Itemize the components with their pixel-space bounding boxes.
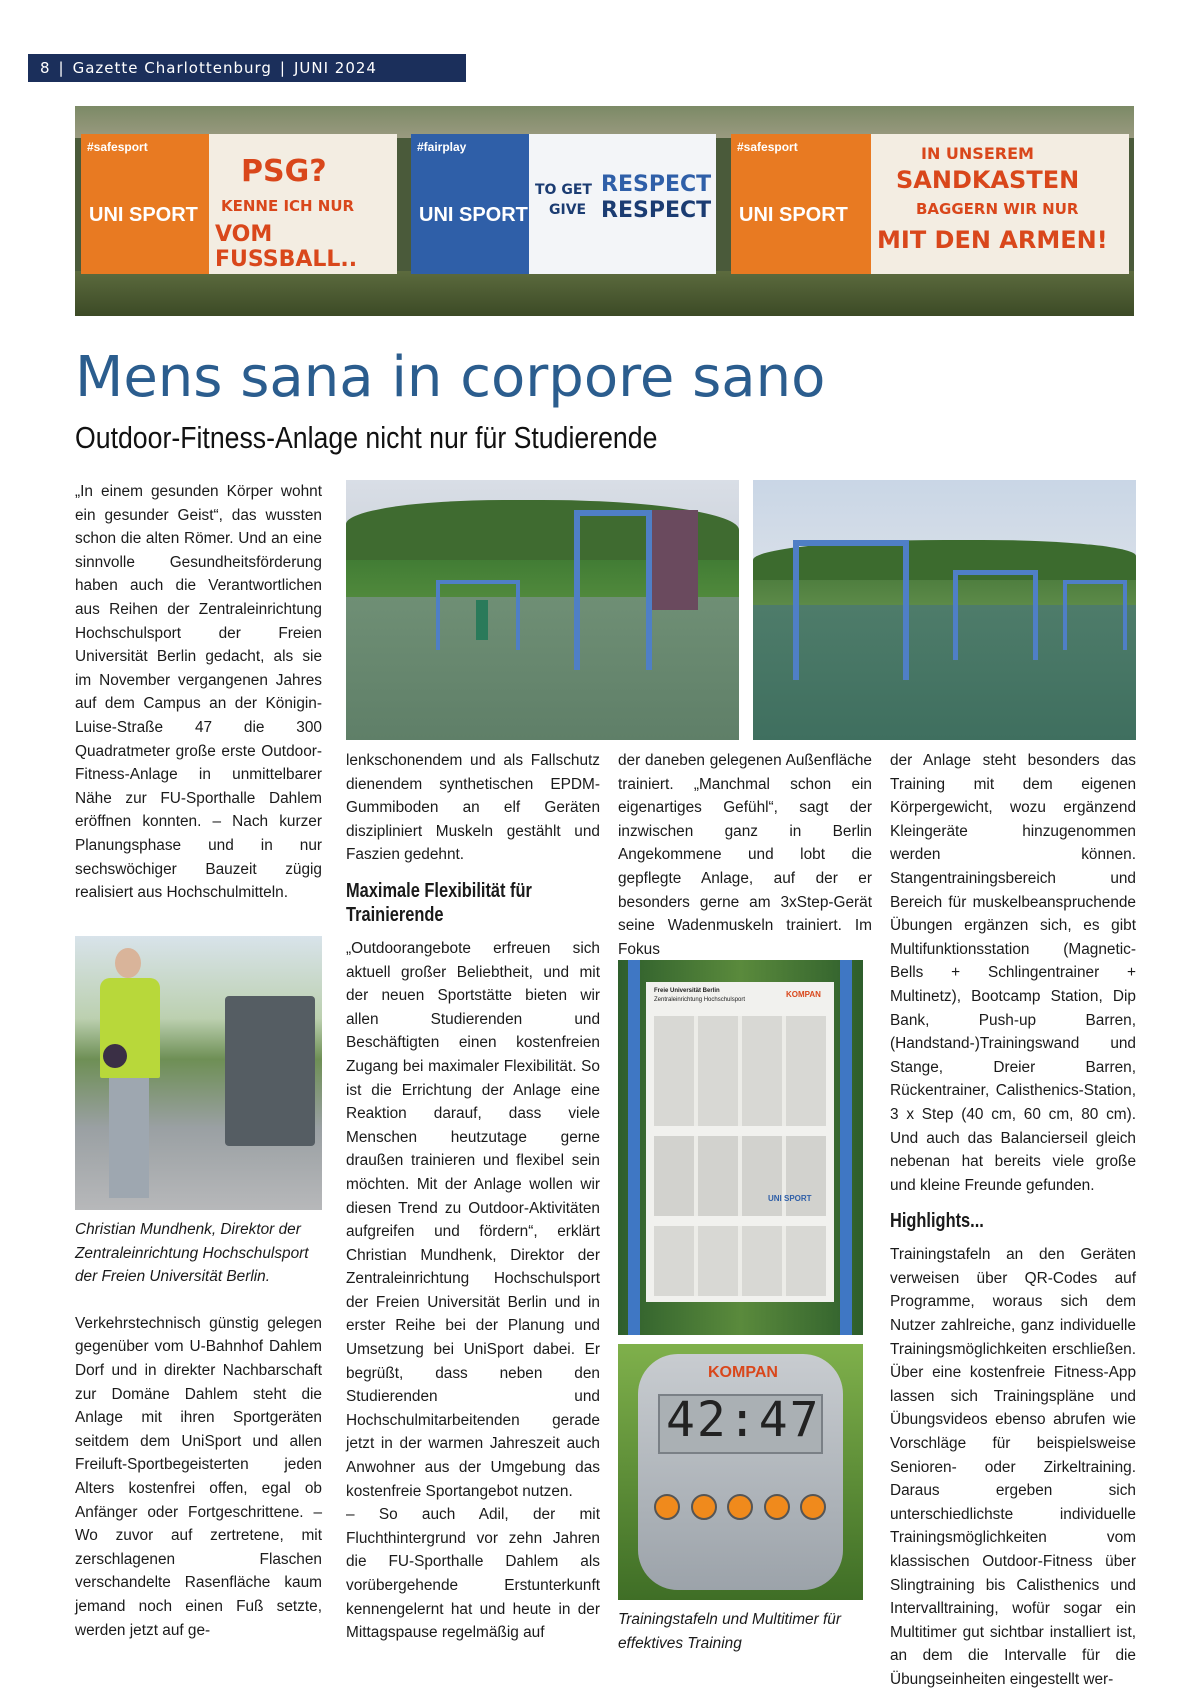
banner-hashtag: #safesport xyxy=(87,140,148,154)
banner-panel-sandkasten xyxy=(731,134,1129,274)
timer-button[interactable] xyxy=(764,1494,790,1520)
article-subheadline: Outdoor-Fitness-Anlage nicht nur für Studierende xyxy=(75,420,658,455)
fitness-park-photo-1 xyxy=(346,480,739,740)
column-1-lower xyxy=(75,1218,322,1642)
banner-line: SANDKASTEN xyxy=(896,166,1080,194)
timer-button[interactable] xyxy=(727,1494,753,1520)
issue-date: JUNI 2024 xyxy=(293,59,377,77)
paragraph: Trainingstafeln an den Geräten verweisen über QR-Codes auf Programme, woraus sich dem Nutzer zahlreiche, ganz individuelle Trainingsmöglichkeiten erschließen. Über eine kostenfreie Fitness-App lassen sich Trainingspläne und Übungsvideos ebenso abrufen wie Vorschläge für beispielsweise Senioren- oder Zirkeltraining. Daraus ergeben sich unterschiedlichste individuelle Trainingsmöglichkeiten vom klassischen Outdoor-Fitness über Slingtraining bis Calisthenics und Intervalltraining, wofür sogar ein Multitimer gut sichtbar installiert ist, an dem die Intervalle für die Übungseinheiten eingestellt wer- xyxy=(890,1246,1136,1688)
multitimer-photo xyxy=(618,1344,863,1600)
column-3-lower xyxy=(618,1608,872,1655)
banner-line: RESPECT xyxy=(601,198,712,223)
board-title: Freie Universität Berlin xyxy=(654,988,720,994)
page-header: 8 | Gazette Charlottenburg | JUNI 2024 xyxy=(28,54,466,82)
banner-line: RESPECT xyxy=(601,172,712,197)
publication-name: Gazette Charlottenburg xyxy=(72,59,272,77)
unisport-logo: UNI SPORT xyxy=(89,204,198,226)
banner-panel-respect xyxy=(411,134,716,274)
training-board-photo xyxy=(618,960,863,1335)
board-caption: Trainingstafeln und Multitimer für effektives Training xyxy=(618,1611,841,1652)
portrait-caption: Christian Mundhenk, Direktor der Zentraleinrichtung Hochschulsport der Freien Universität Berlin. xyxy=(75,1221,309,1286)
paragraph: – So auch Adil, der mit Fluchthintergrund vor zehn Jahren die FU-Sporthalle Dahlem als vorübergehende Erstunterkunft kennengelernt hat und heute in der Mittagspause regelmäßig auf xyxy=(346,1506,600,1642)
board-subtitle: Zentraleinrichtung Hochschulsport xyxy=(654,997,746,1003)
paragraph: lenkschonendem und als Fallschutz dienendem synthetischen EPDM-Gummiboden an elf Geräten diszipliniert Muskeln gestählt und Faszien gedehnt. xyxy=(346,752,600,864)
timer-button[interactable] xyxy=(800,1494,826,1520)
banner-line: VOM FUSSBALL.. xyxy=(215,222,358,272)
paragraph: der Anlage steht besonders das Training mit dem eigenen Körpergewicht, wozu ergänzend Kleingeräte hinzugenommen werden können. Stangentrainingsbereich und Bereich für muskelbeanspruchende Übungen ergänzen sich, es gibt Multifunktionsstation (Magnetic-Bells + Schlingentrainer + Multinetz), Bootcamp Station, Dip Bank, Push-up Barren, (Handstand-)Trainingswand und Stange, Dreier Barren, Rückentrainer, Calisthenics-Station, 3 x Step (40 cm, 60 cm, 80 cm). Und auch das Balancierseil gleich nebenan hat bereits viele große und kleine Freunde gefunden. xyxy=(890,752,1136,1194)
paragraph: Verkehrstechnisch günstig gelegen gegenüber vom U-Bahnhof Dahlem Dorf und in direkter Nachbarschaft zur Domäne Dahlem steht die Anlage mit ihren Sportgeräten seitdem dem UniSport und allen Freiluft-Sportbegeisterten jeden Alters kostenfrei offen, egal ob Anfänger oder Fortgeschrittene. – Wo zuvor auf zertretene, mit zerschlagenen Flaschen verschandelte Rasenfläche kaum jemand noch einen Fuß setzte, werden jetzt auf ge- xyxy=(75,1314,322,1639)
banner-line: IN UNSEREM xyxy=(921,144,1034,163)
banner-photo xyxy=(75,106,1134,316)
article-headline: Mens sana in corpore sano xyxy=(75,345,826,410)
column-2 xyxy=(346,749,600,1645)
portrait-photo xyxy=(75,936,322,1210)
banner-line: TO GET xyxy=(535,182,592,198)
section-heading: Highlights... xyxy=(890,1210,984,1233)
paragraph: „In einem gesunden Körper wohnt ein gesunder Geist“, das wussten schon die alten Römer. Und an eine sinnvolle Gesundheitsförderung haben auch die Verantwortlichen aus Reihen der Zentraleinrichtung Hochschulsport der Freien Universität Berlin gedacht, als sie im November vergangenen Jahres auf dem Campus an der Königin-Luise-Straße 47 die 300 Quadratmeter große erste Outdoor-Fitness-Anlage in unmittelbarer Nähe zur FU-Sporthalle Dahlem eröffnen konnten. – Nach kurzer Planungsphase und in nur sechswöchiger Bauzeit zügig realisiert aus Hochschulmitteln. xyxy=(75,483,322,902)
banner-line: MIT DEN ARMEN! xyxy=(877,226,1108,254)
banner-hashtag: #fairplay xyxy=(417,140,467,154)
fitness-park-photo-2 xyxy=(753,480,1136,740)
banner-hashtag: #safesport xyxy=(737,140,798,154)
paragraph: „Outdoorangebote erfreuen sich aktuell großer Beliebtheit, und mit der neuen Sportstätte bieten wir allen Studierenden und Beschäftigten einen kostenfreien Zugang bei maximaler Flexibilität. So ist die Errichtung der Anlage eine Reaktion darauf, dass viele Menschen heutzutage gerne draußen trainieren und flexibel sein möchten. Mit der Anlage wollen wir diesen Trend zu Outdoor-Aktivitäten aufgreifen und fördern“, erklärt Christian Mundhenk, Direktor der Zentraleinrichtung Hochschulsport der Freien Universität Berlin und in erster Reihe bei der Planung und Umsetzung bei UniSport dabei. Er begrüßt, dass neben den Studierenden und Hochschulmitarbeitenden gerade jetzt in der warmen Jahreszeit auch Anwohner aus der Umgebung das kostenfreie Sportangebot nutzen. xyxy=(346,939,600,1500)
timer-button[interactable] xyxy=(654,1494,680,1520)
banner-panel-psg xyxy=(81,134,397,274)
paragraph: der daneben gelegenen Außenfläche trainiert. „Manchmal schon ein eigenartiges Gefühl“, sagt der inzwischen ganz in Berlin Angekommene und lobt die gepflegte Anlage, auf der er besonders gerne am 3xStep-Gerät seine Wadenmuskeln trainiert. Im Fokus xyxy=(618,752,872,958)
unisport-logo: UNI SPORT xyxy=(768,1194,812,1203)
timer-button[interactable] xyxy=(691,1494,717,1520)
column-1 xyxy=(75,480,322,905)
banner-line: GIVE xyxy=(549,202,587,218)
banner-line: PSG? xyxy=(241,154,327,189)
timer-display: 42:47 xyxy=(666,1392,821,1448)
kompan-logo: KOMPAN xyxy=(786,990,821,999)
banner-line: KENNE ICH NUR xyxy=(221,197,355,215)
column-4 xyxy=(890,749,1136,1692)
banner-line: BAGGERN WIR NUR xyxy=(916,200,1079,218)
column-3 xyxy=(618,749,872,961)
kompan-logo: KOMPAN xyxy=(708,1364,778,1381)
unisport-logo: UNI SPORT xyxy=(739,204,848,226)
unisport-logo: UNI SPORT xyxy=(419,204,528,226)
section-heading: Maximale Flexibilität für Trainierende xyxy=(346,879,532,926)
page-number: 8 xyxy=(40,59,51,77)
